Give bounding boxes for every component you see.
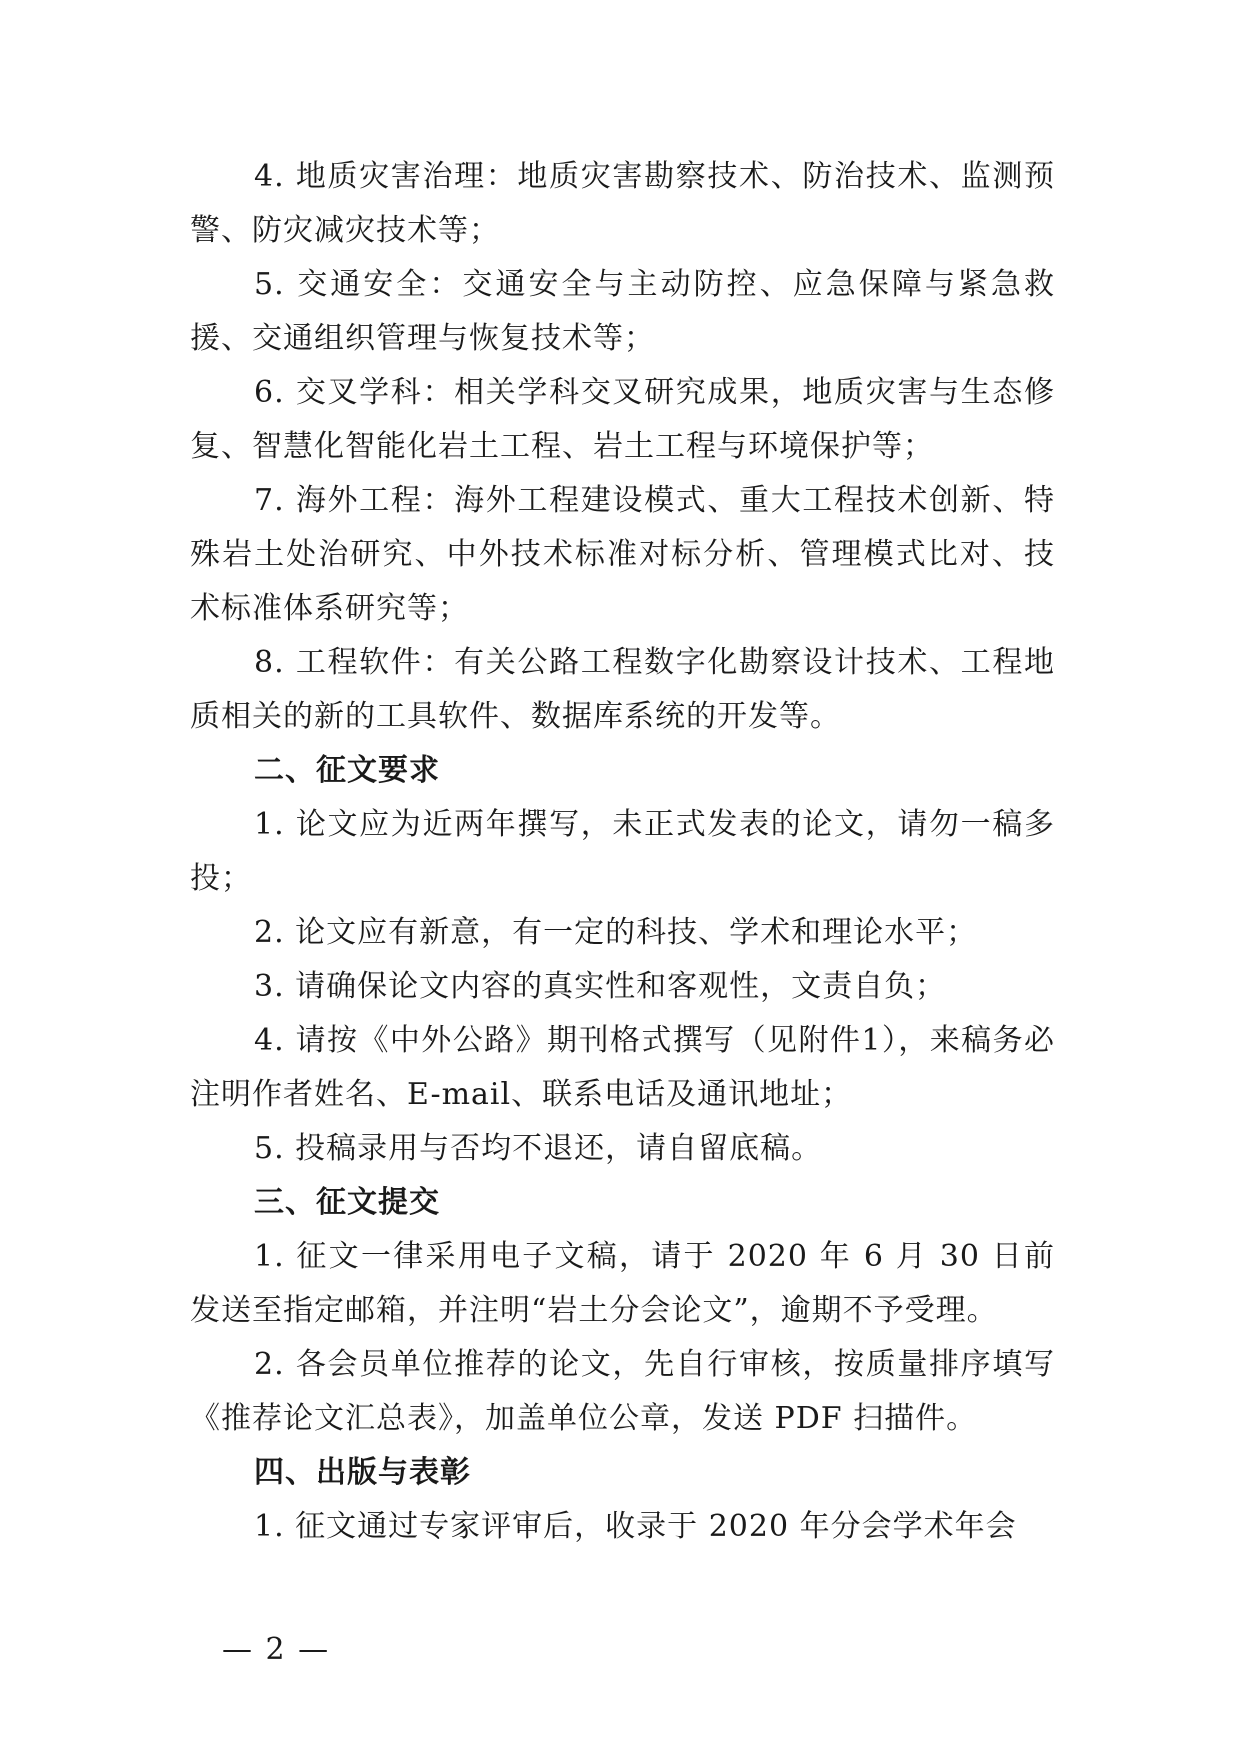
submission-item-1: 1. 征文一律采用电子文稿，请于 2020 年 6 月 30 日前发送至指定邮箱，并注明“岩土分会论文”，逾期不予受理。 <box>190 1239 1055 1328</box>
section-heading-submission: 三、征文提交 <box>254 1185 440 1220</box>
topic-item-5: 5. 交通安全：交通安全与主动防控、应急保障与紧急救援、交通组织管理与恢复技术等； <box>190 267 1055 356</box>
document-body <box>190 150 1055 1554</box>
requirement-item-4: 4. 请按《中外公路》期刊格式撰写（见附件1），来稿务必注明作者姓名、E-mail、联系电话及通讯地址； <box>190 1023 1055 1112</box>
submission-item-2: 2. 各会员单位推荐的论文，先自行审核，按质量排序填写《推荐论文汇总表》，加盖单位公章，发送 PDF 扫描件。 <box>190 1347 1055 1436</box>
topic-item-7: 7. 海外工程：海外工程建设模式、重大工程技术创新、特殊岩土处治研究、中外技术标准对标分析、管理模式比对、技术标准体系研究等； <box>190 483 1055 626</box>
page-number: — 2 — <box>222 1632 331 1667</box>
requirement-item-3: 3. 请确保论文内容的真实性和客观性，文责自负； <box>254 969 947 1004</box>
topic-item-4: 4. 地质灾害治理：地质灾害勘察技术、防治技术、监测预警、防灾减灾技术等； <box>190 159 1055 248</box>
requirement-item-1: 1. 论文应为近两年撰写，未正式发表的论文，请勿一稿多投； <box>190 807 1055 896</box>
section-heading-requirements: 二、征文要求 <box>254 753 440 788</box>
publication-item-1: 1. 征文通过专家评审后，收录于 2020 年分会学术年会 <box>254 1509 1017 1544</box>
requirement-item-5: 5. 投稿录用与否均不退还，请自留底稿。 <box>254 1131 823 1166</box>
requirement-item-2: 2. 论文应有新意，有一定的科技、学术和理论水平； <box>254 915 978 950</box>
section-heading-publication: 四、出版与表彰 <box>254 1455 471 1490</box>
topic-item-6: 6. 交叉学科：相关学科交叉研究成果，地质灾害与生态修复、智慧化智能化岩土工程、岩土工程与环境保护等； <box>190 375 1055 464</box>
topic-item-8: 8. 工程软件：有关公路工程数字化勘察设计技术、工程地质相关的新的工具软件、数据库系统的开发等。 <box>190 645 1055 734</box>
